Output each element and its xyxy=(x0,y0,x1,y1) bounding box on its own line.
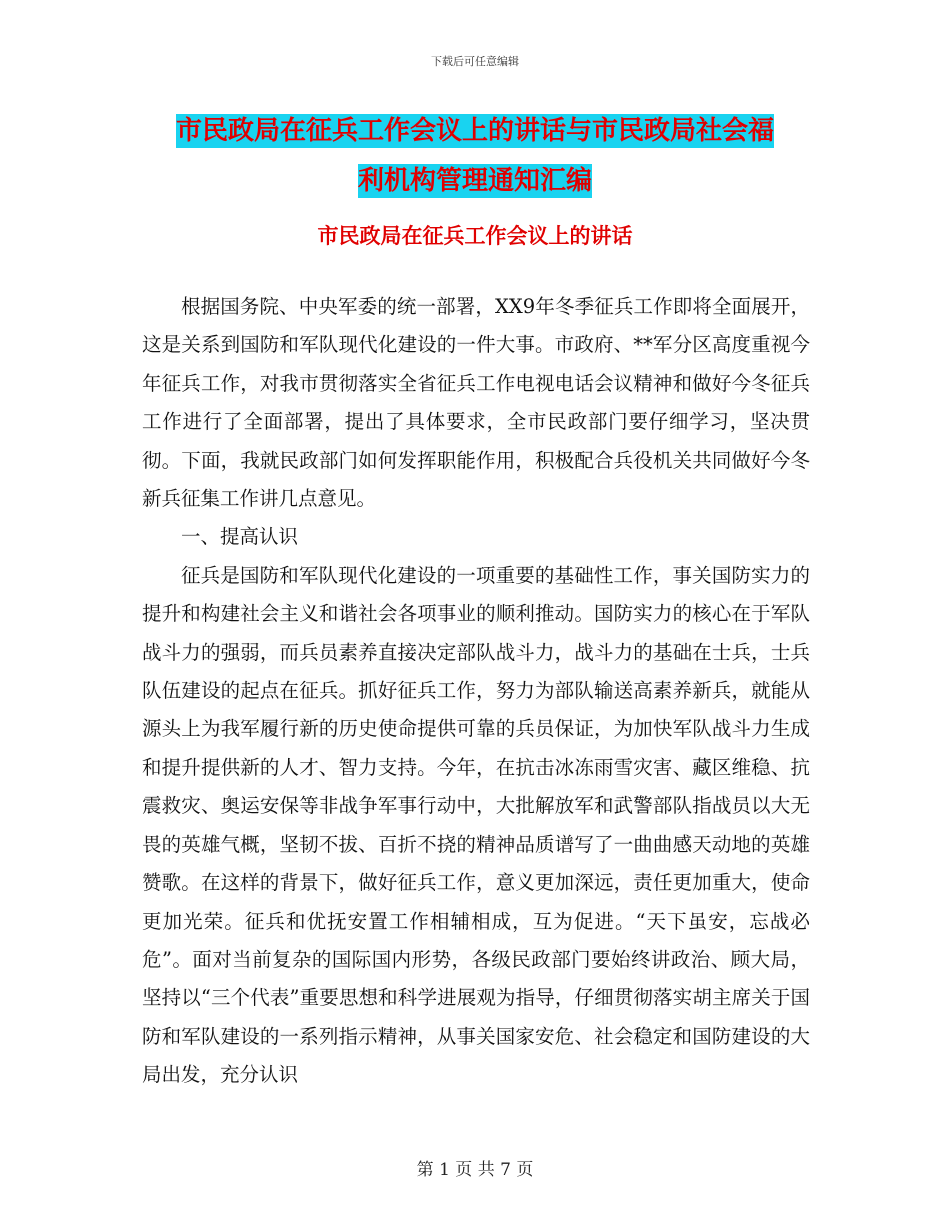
title-line-1: 市民政局在征兵工作会议上的讲话与市民政局社会福 xyxy=(175,116,774,146)
title-line-2: 利机构管理通知汇编 xyxy=(357,166,592,196)
paragraph-main: 征兵是国防和军队现代化建设的一项重要的基础性工作，事关国防实力的提升和构建社会主义和谐社会各项事业的顺利推动。国防实力的核心在于军队战斗力的强弱，而兵员素养直接决定部队战斗力，战斗力的基础在士兵，士兵队伍建设的起点在征兵。抓好征兵工作，努力为部队输送高素养新兵，就能从源头上为我军履行新的历史使命提供可靠的兵员保证，为加快军队战斗力生成和提升提供新的人才、智力支持。今年，在抗击冰冻雨雪灾害、藏区维稳、抗震救灾、奥运安保等非战争军事行动中，大批解放军和武警部队指战员以大无畏的英雄气概，坚韧不拔、百折不挠的精神品质谱写了一曲曲感天动地的英雄赞歌。在这样的背景下，做好征兵工作，意义更加深远，责任更加重大，使命更加光荣。征兵和优抚安置工作相辅相成，互为促进。“天下虽安，忘战必危”。面对当前复杂的国际国内形势，各级民政部门要始终讲政治、顾大局，坚持以“三个代表”重要思想和科学进展观为指导，仔细贯彻落实胡主席关于国防和军队建设的一系列指示精神，从事关国家安危、社会稳定和国防建设的大局出发，充分认识 xyxy=(142,563,810,1087)
paragraph-heading-1: 一、提高认识 xyxy=(181,525,299,549)
page-footer: 第 1 页 共 7 页 xyxy=(416,1160,534,1180)
paragraph-intro: 根据国务院、中央军委的统一部署，XX9年冬季征兵工作即将全面展开，这是关系到国防和军队现代化建设的一件大事。市政府、**军分区高度重视今年征兵工作，对我市贯彻落实全省征兵工作电视电话会议精神和做好今冬征兵工作进行了全面部署，提出了具体要求，全市民政部门要仔细学习，坚决贯彻。下面，我就民政部门如何发挥职能作用，积极配合兵役机关共同做好今冬新兵征集工作讲几点意见。 xyxy=(142,295,810,511)
document-title xyxy=(0,106,950,206)
section-title: 市民政局在征兵工作会议上的讲话 xyxy=(317,223,633,248)
document-body xyxy=(142,288,810,1095)
page-header-note: 下载后可任意编辑 xyxy=(431,55,519,68)
